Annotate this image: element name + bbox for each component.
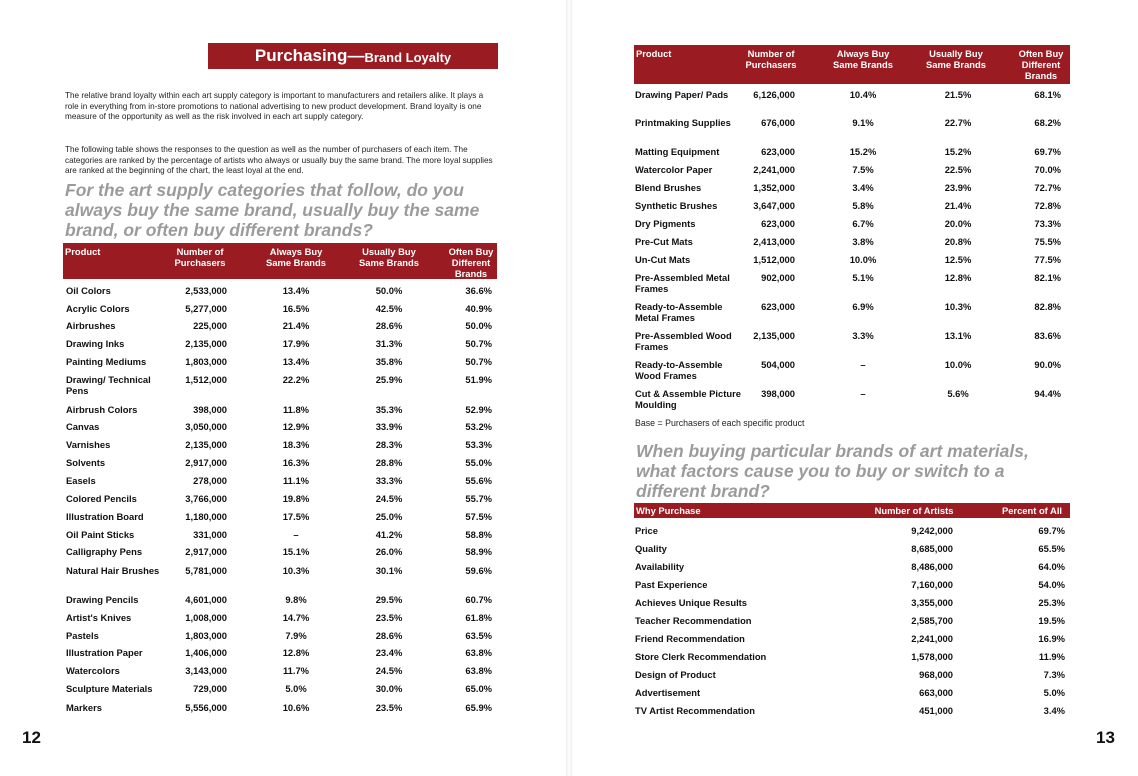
usually-same-pct: 20.0% — [944, 218, 972, 229]
reason: Design of Product — [635, 669, 716, 680]
table-row — [66, 565, 496, 591]
often-different-pct: 94.4% — [1034, 388, 1061, 399]
usually-same-pct: 33.3% — [375, 475, 403, 486]
artists-count: 663,000 — [919, 687, 953, 698]
purchasers-count: 2,135,000 — [185, 338, 227, 349]
purchasers-count: 398,000 — [761, 388, 795, 399]
usually-same-pct: 50.0% — [375, 285, 403, 296]
usually-same-pct: 25.0% — [375, 511, 403, 522]
table-row — [66, 683, 496, 701]
usually-same-pct: 35.8% — [375, 356, 403, 367]
table-row — [66, 546, 496, 564]
product-name: Painting Mediums — [66, 356, 147, 367]
product-name: Solvents — [66, 457, 106, 468]
purchasers-count: 2,135,000 — [753, 330, 795, 341]
table-row — [66, 338, 496, 356]
purchasers-count: 5,277,000 — [185, 303, 227, 314]
table-row — [635, 117, 1071, 135]
why-table-row — [635, 579, 1071, 597]
header-number-of-artists: Number of Artists — [874, 505, 954, 516]
header-usually: Usually Buy Same Brands — [359, 246, 419, 268]
reason: Store Clerk Recommendation — [635, 651, 767, 662]
header-purchasers: Number of Purchasers — [745, 48, 797, 70]
table-row — [66, 529, 496, 547]
header-always: Always Buy Same Brands — [833, 48, 893, 70]
right-page — [572, 0, 1138, 776]
often-different-pct: 55.7% — [465, 493, 492, 504]
artists-count: 968,000 — [919, 669, 953, 680]
always-same-pct: 9.8% — [285, 594, 307, 605]
usually-same-pct: 13.1% — [944, 330, 972, 341]
table-row — [635, 301, 1071, 323]
table-row — [66, 475, 496, 493]
table-row — [66, 493, 496, 511]
purchasers-count: 3,143,000 — [185, 665, 227, 676]
why-table-row — [635, 543, 1071, 561]
purchasers-count: 5,781,000 — [185, 565, 227, 576]
banner-dash: — — [347, 46, 365, 65]
purchasers-count: 1,512,000 — [185, 374, 227, 385]
why-table-row — [635, 705, 1071, 723]
product-name: Canvas — [66, 421, 100, 432]
purchasers-count: 3,766,000 — [185, 493, 227, 504]
purchasers-count: 623,000 — [761, 218, 795, 229]
usually-same-pct: 41.2% — [375, 529, 403, 540]
usually-same-pct: 26.0% — [375, 546, 403, 557]
often-different-pct: 53.2% — [465, 421, 492, 432]
always-same-pct: 11.1% — [282, 475, 310, 486]
usually-same-pct: 24.5% — [375, 665, 403, 676]
often-different-pct: 77.5% — [1034, 254, 1061, 265]
header-often: Often Buy Different Brands — [448, 246, 494, 279]
product-name: Ready-to-Assemble Wood Frames — [635, 359, 723, 381]
purchasers-count: 1,512,000 — [753, 254, 795, 265]
usually-same-pct: 10.0% — [944, 359, 972, 370]
product-name: Watercolors — [66, 665, 120, 676]
page-number-left: 12 — [22, 728, 41, 747]
reason: Achieves Unique Results — [635, 597, 748, 608]
artists-count: 3,355,000 — [911, 597, 953, 608]
purchasers-count: 5,556,000 — [185, 702, 227, 713]
table-row — [635, 236, 1071, 254]
table-row — [635, 89, 1071, 107]
always-same-pct: – — [293, 529, 299, 540]
product-name: Cut & Assemble Picture Moulding — [635, 388, 741, 410]
product-name: Drawing/ Technical Pens — [66, 374, 151, 396]
usually-same-pct: 22.7% — [944, 117, 972, 128]
often-different-pct: 50.7% — [465, 356, 492, 367]
product-name: Un-Cut Mats — [635, 254, 691, 265]
often-different-pct: 65.9% — [465, 702, 492, 713]
page-number-right: 13 — [1096, 728, 1115, 747]
product-name: Airbrushes — [66, 320, 116, 331]
artists-percent: 64.0% — [1038, 561, 1065, 572]
product-name: Blend Brushes — [635, 182, 702, 193]
always-same-pct: 22.2% — [282, 374, 310, 385]
artists-percent: 69.7% — [1038, 525, 1065, 536]
often-different-pct: 63.5% — [465, 630, 492, 641]
always-same-pct: 9.1% — [852, 117, 874, 128]
always-same-pct: 5.8% — [852, 200, 874, 211]
usually-same-pct: 42.5% — [375, 303, 403, 314]
purchasers-count: 6,126,000 — [753, 89, 795, 100]
brand-loyalty-question: For the art supply categories that follow, do you always buy the same brand, usually buy the same brand, or often buy different brands? — [65, 180, 480, 240]
table-row — [66, 421, 496, 439]
header-often: Often Buy Different Brands — [1018, 48, 1064, 81]
product-name: Pre-Assembled Metal Frames — [635, 272, 730, 294]
product-name: Drawing Inks — [66, 338, 125, 349]
usually-same-pct: 23.5% — [375, 702, 403, 713]
artists-percent: 7.3% — [1043, 669, 1065, 680]
often-different-pct: 59.6% — [465, 565, 492, 576]
always-same-pct: 5.1% — [852, 272, 874, 283]
usually-same-pct: 21.5% — [944, 89, 972, 100]
reason: Past Experience — [635, 579, 708, 590]
product-name: Printmaking Supplies — [635, 117, 731, 128]
always-same-pct: 3.4% — [852, 182, 874, 193]
often-different-pct: 55.0% — [465, 457, 492, 468]
table-row — [66, 665, 496, 683]
why-table-row — [635, 525, 1071, 543]
artists-count: 9,242,000 — [911, 525, 953, 536]
often-different-pct: 90.0% — [1034, 359, 1061, 370]
always-same-pct: 15.1% — [282, 546, 310, 557]
why-table-row — [635, 651, 1071, 669]
purchasers-count: 3,050,000 — [185, 421, 227, 432]
table-row — [635, 388, 1071, 410]
product-name: Acrylic Colors — [66, 303, 130, 314]
often-different-pct: 63.8% — [465, 647, 492, 658]
header-usually: Usually Buy Same Brands — [926, 48, 986, 70]
always-same-pct: 11.7% — [282, 665, 310, 676]
table-row — [635, 218, 1071, 236]
table-row — [635, 146, 1071, 164]
always-same-pct: – — [860, 359, 866, 370]
always-same-pct: 10.0% — [849, 254, 877, 265]
always-same-pct: 3.8% — [852, 236, 874, 247]
table-row — [635, 272, 1071, 294]
product-name: Pastels — [66, 630, 99, 641]
often-different-pct: 69.7% — [1034, 146, 1061, 157]
always-same-pct: 17.9% — [282, 338, 310, 349]
artists-count: 8,486,000 — [911, 561, 953, 572]
artists-percent: 3.4% — [1043, 705, 1065, 716]
artists-count: 8,685,000 — [911, 543, 953, 554]
why-table-row — [635, 561, 1071, 579]
product-name: Ready-to-Assemble Metal Frames — [635, 301, 723, 323]
table-row — [66, 404, 496, 422]
header-always: Always Buy Same Brands — [266, 246, 326, 268]
often-different-pct: 60.7% — [465, 594, 492, 605]
table-row — [635, 200, 1071, 218]
intro-paragraph-1: The relative brand loyalty within each art supply category is important to manufacturers and retailers alike. It plays a role in everything from in-store promotions to national advertising to new product development. Brand loyalty is one measure of the opportunity as well as the risk involved in each art supply category. — [65, 91, 484, 122]
often-different-pct: 65.0% — [465, 683, 492, 694]
always-same-pct: 7.9% — [285, 630, 307, 641]
often-different-pct: 40.9% — [465, 303, 492, 314]
purchasers-count: 1,008,000 — [185, 612, 227, 623]
table-row — [66, 374, 496, 400]
often-different-pct: 55.6% — [465, 475, 492, 486]
header-why-purchase: Why Purchase — [636, 505, 701, 516]
artists-percent: 5.0% — [1043, 687, 1065, 698]
artists-count: 451,000 — [919, 705, 953, 716]
product-name: Colored Pencils — [66, 493, 137, 504]
table-row — [66, 594, 496, 612]
usually-same-pct: 23.9% — [944, 182, 972, 193]
product-name: Dry Pigments — [635, 218, 696, 229]
always-same-pct: 6.9% — [852, 301, 874, 312]
header-percent-of-artists: Percent of All Artists — [1001, 505, 1063, 527]
product-name: Drawing Pencils — [66, 594, 139, 605]
often-different-pct: 63.8% — [465, 665, 492, 676]
usually-same-pct: 21.4% — [944, 200, 972, 211]
purchasers-count: 2,241,000 — [753, 164, 795, 175]
reason: Availability — [635, 561, 685, 572]
table-row — [66, 612, 496, 630]
purchasers-count: 331,000 — [193, 529, 227, 540]
purchasers-count: 676,000 — [761, 117, 795, 128]
header-product: Product — [636, 48, 672, 59]
usually-same-pct: 28.3% — [375, 439, 403, 450]
artists-count: 2,241,000 — [911, 633, 953, 644]
usually-same-pct: 12.8% — [944, 272, 972, 283]
table-row — [66, 439, 496, 457]
table-row — [66, 647, 496, 665]
purchasers-count: 1,180,000 — [185, 511, 227, 522]
banner-subtitle: Brand Loyalty — [364, 49, 452, 65]
product-name: Sculpture Materials — [66, 683, 153, 694]
product-name: Watercolor Paper — [635, 164, 713, 175]
table-row — [66, 285, 496, 303]
often-different-pct: 36.6% — [465, 285, 492, 296]
table-row — [66, 630, 496, 648]
often-different-pct: 82.1% — [1034, 272, 1061, 283]
purchasers-count: 1,803,000 — [185, 630, 227, 641]
always-same-pct: 10.4% — [849, 89, 877, 100]
product-name: Varnishes — [66, 439, 111, 450]
product-name: Airbrush Colors — [66, 404, 138, 415]
often-different-pct: 52.9% — [465, 404, 492, 415]
product-name: Pre-Assembled Wood Frames — [635, 330, 732, 352]
table-row — [66, 511, 496, 529]
always-same-pct: 11.8% — [282, 404, 310, 415]
usually-same-pct: 12.5% — [944, 254, 972, 265]
table-row — [635, 254, 1071, 272]
table-row — [66, 702, 496, 720]
usually-same-pct: 28.6% — [375, 630, 403, 641]
switch-factors-question: When buying particular brands of art materials, what factors cause you to buy or switch to a different brand? — [636, 441, 1029, 501]
purchasers-count: 225,000 — [193, 320, 227, 331]
purchasers-count: 623,000 — [761, 146, 795, 157]
purchasers-count: 1,406,000 — [185, 647, 227, 658]
artists-count: 1,578,000 — [911, 651, 953, 662]
product-name: Matting Equipment — [635, 146, 720, 157]
always-same-pct: 7.5% — [852, 164, 874, 175]
usually-same-pct: 25.9% — [375, 374, 403, 385]
purchasers-count: 1,352,000 — [753, 182, 795, 193]
purchasers-count: 3,647,000 — [753, 200, 795, 211]
why-table-row — [635, 669, 1071, 687]
always-same-pct: 5.0% — [285, 683, 307, 694]
table-row — [66, 303, 496, 321]
product-name: Oil Paint Sticks — [66, 529, 135, 540]
product-name: Easels — [66, 475, 96, 486]
purchasers-count: 2,533,000 — [185, 285, 227, 296]
header-purchasers: Number of Purchasers — [174, 246, 226, 268]
usually-same-pct: 23.5% — [375, 612, 403, 623]
product-name: Illustration Paper — [66, 647, 143, 658]
always-same-pct: 17.5% — [282, 511, 310, 522]
purchasers-count: 398,000 — [193, 404, 227, 415]
often-different-pct: 70.0% — [1034, 164, 1061, 175]
table-row — [635, 182, 1071, 200]
base-note: Base = Purchasers of each specific product — [635, 418, 805, 428]
artists-count: 2,585,700 — [911, 615, 953, 626]
header-product: Product — [65, 246, 101, 257]
often-different-pct: 75.5% — [1034, 236, 1061, 247]
always-same-pct: 19.8% — [282, 493, 310, 504]
purchasers-count: 2,135,000 — [185, 439, 227, 450]
purchasers-count: 504,000 — [761, 359, 795, 370]
always-same-pct: 16.5% — [282, 303, 310, 314]
always-same-pct: 10.3% — [282, 565, 310, 576]
product-name: Illustration Board — [66, 511, 144, 522]
usually-same-pct: 10.3% — [944, 301, 972, 312]
purchasers-count: 2,917,000 — [185, 457, 227, 468]
usually-same-pct: 30.1% — [375, 565, 403, 576]
table-row — [66, 457, 496, 475]
usually-same-pct: 24.5% — [375, 493, 403, 504]
always-same-pct: 10.6% — [282, 702, 310, 713]
often-different-pct: 50.7% — [465, 338, 492, 349]
often-different-pct: 82.8% — [1034, 301, 1061, 312]
why-table-header — [634, 503, 1070, 527]
often-different-pct: 72.7% — [1034, 182, 1061, 193]
section-banner — [208, 43, 498, 69]
always-same-pct: 15.2% — [849, 146, 877, 157]
reason: Advertisement — [635, 687, 701, 698]
usually-same-pct: 15.2% — [944, 146, 972, 157]
always-same-pct: 12.8% — [282, 647, 310, 658]
table-row — [66, 320, 496, 338]
table-row — [66, 356, 496, 374]
table-row — [635, 164, 1071, 182]
usually-same-pct: 35.3% — [375, 404, 403, 415]
always-same-pct: 3.3% — [852, 330, 874, 341]
usually-same-pct: 28.8% — [375, 457, 403, 468]
purchasers-count: 278,000 — [193, 475, 227, 486]
reason: Teacher Recommendation — [635, 615, 752, 626]
usually-same-pct: 22.5% — [944, 164, 972, 175]
intro-paragraph-2: The following table shows the responses to the question as well as the number of purchasers of each item. The categories are ranked by the percentage of artists who always or usually buy the same brand. The more loyal supplies are ranked at the beginning of the chart, the least loyal at the end. — [65, 145, 493, 176]
purchasers-count: 2,917,000 — [185, 546, 227, 557]
why-table-row — [635, 597, 1071, 615]
left-page — [0, 0, 566, 776]
reason: Friend Recommendation — [635, 633, 745, 644]
product-name: Artist's Knives — [66, 612, 132, 623]
product-name: Calligraphy Pens — [66, 546, 143, 557]
often-different-pct: 53.3% — [465, 439, 492, 450]
always-same-pct: 13.4% — [282, 285, 310, 296]
product-name: Drawing Paper/ Pads — [635, 89, 729, 100]
product-name: Natural Hair Brushes — [66, 565, 160, 576]
always-same-pct: 12.9% — [282, 421, 310, 432]
artists-percent: 16.9% — [1038, 633, 1065, 644]
reason: Quality — [635, 543, 667, 554]
often-different-pct: 57.5% — [465, 511, 492, 522]
always-same-pct: 16.3% — [282, 457, 310, 468]
banner-title: Purchasing — [254, 46, 348, 65]
purchasers-count: 1,803,000 — [185, 356, 227, 367]
usually-same-pct: 23.4% — [375, 647, 403, 658]
purchasers-count: 4,601,000 — [185, 594, 227, 605]
often-different-pct: 68.2% — [1034, 117, 1061, 128]
always-same-pct: 21.4% — [282, 320, 310, 331]
artists-percent: 19.5% — [1038, 615, 1065, 626]
why-table-row — [635, 687, 1071, 705]
usually-same-pct: 5.6% — [947, 388, 969, 399]
usually-same-pct: 33.9% — [375, 421, 403, 432]
table-row — [635, 359, 1071, 381]
reason: Price — [635, 525, 658, 536]
often-different-pct: 61.8% — [465, 612, 492, 623]
artists-percent: 11.9% — [1038, 651, 1065, 662]
often-different-pct: 73.3% — [1034, 218, 1061, 229]
often-different-pct: 83.6% — [1034, 330, 1061, 341]
often-different-pct: 72.8% — [1034, 200, 1061, 211]
why-table-row — [635, 615, 1071, 633]
usually-same-pct: 30.0% — [375, 683, 403, 694]
artists-percent: 54.0% — [1038, 579, 1065, 590]
often-different-pct: 58.8% — [465, 529, 492, 540]
artists-percent: 25.3% — [1038, 597, 1065, 608]
always-same-pct: 14.7% — [282, 612, 310, 623]
loyalty-table-header — [63, 243, 497, 279]
often-different-pct: 51.9% — [465, 374, 492, 385]
usually-same-pct: 28.6% — [375, 320, 403, 331]
usually-same-pct: 29.5% — [375, 594, 403, 605]
always-same-pct: 6.7% — [852, 218, 874, 229]
product-name: Synthetic Brushes — [635, 200, 718, 211]
purchasers-count: 623,000 — [761, 301, 795, 312]
product-name: Markers — [66, 702, 102, 713]
artists-percent: 65.5% — [1038, 543, 1065, 554]
table-row — [635, 330, 1071, 352]
often-different-pct: 68.1% — [1034, 89, 1061, 100]
always-same-pct: – — [860, 388, 866, 399]
often-different-pct: 58.9% — [465, 546, 492, 557]
product-name: Pre-Cut Mats — [635, 236, 693, 247]
loyalty-table-header-continued — [634, 45, 1070, 84]
usually-same-pct: 20.8% — [944, 236, 972, 247]
often-different-pct: 50.0% — [465, 320, 492, 331]
purchasers-count: 729,000 — [193, 683, 227, 694]
why-table-row — [635, 633, 1071, 651]
always-same-pct: 18.3% — [282, 439, 310, 450]
usually-same-pct: 31.3% — [375, 338, 403, 349]
purchasers-count: 902,000 — [761, 272, 795, 283]
product-name: Oil Colors — [66, 285, 111, 296]
reason: TV Artist Recommendation — [635, 705, 755, 716]
purchasers-count: 2,413,000 — [753, 236, 795, 247]
artists-count: 7,160,000 — [911, 579, 953, 590]
always-same-pct: 13.4% — [282, 356, 310, 367]
